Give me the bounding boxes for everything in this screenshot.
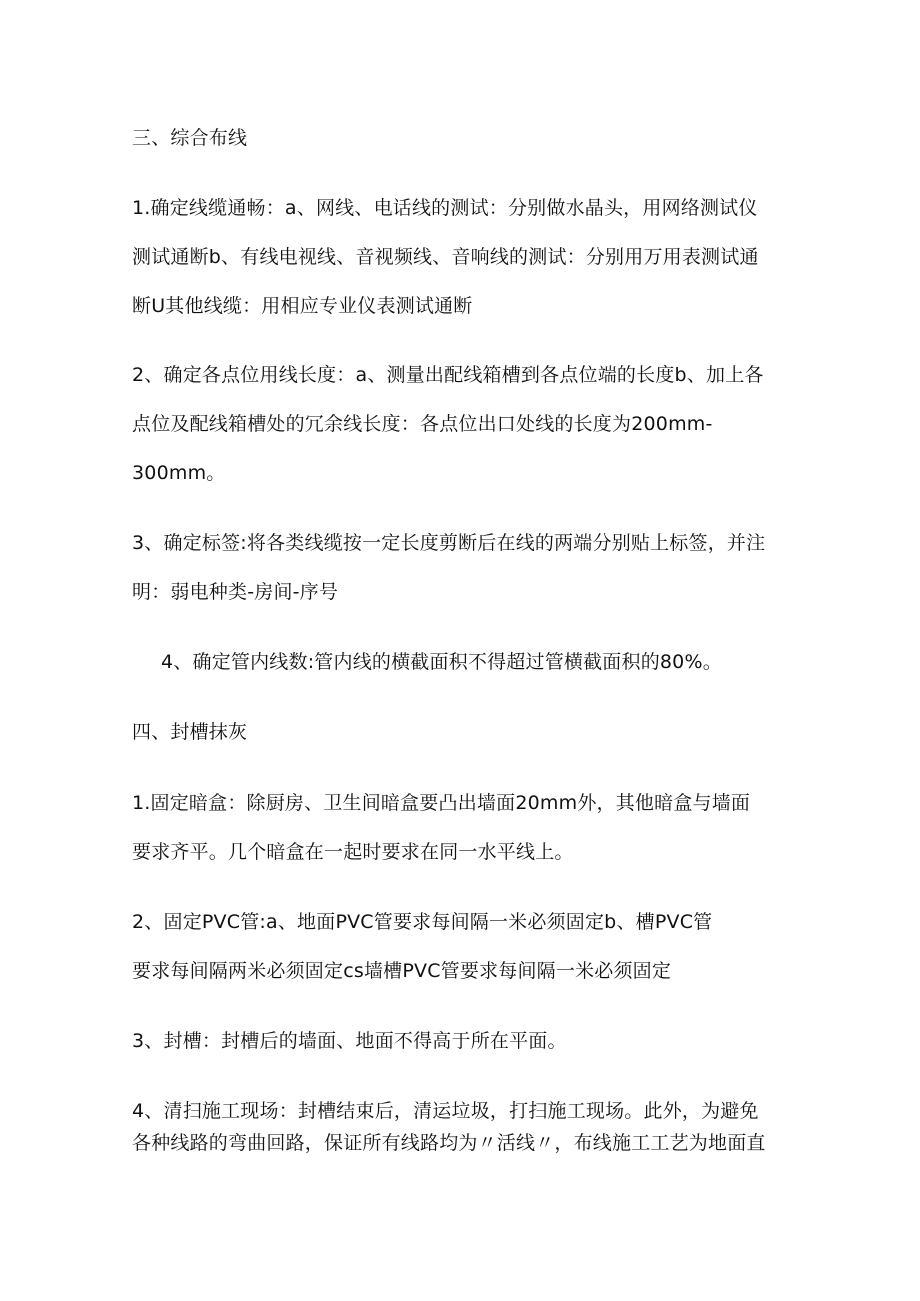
- paragraph-line: 测试通断b、有线电视线、音视频线、音响线的测试：分别用万用表测试通: [132, 246, 759, 268]
- paragraph-line: 300mm。: [132, 462, 226, 484]
- paragraph-line: 点位及配线箱槽处的冗余线长度：各点位出口处线的长度为200mm-: [132, 413, 713, 435]
- paragraph-line: 明：弱电种类-房间-序号: [132, 581, 339, 603]
- paragraph-line: 2、固定PVC管:a、地面PVC管要求每间隔一米必须固定b、槽PVC管: [132, 911, 713, 933]
- paragraph-line: 2、确定各点位用线长度：a、测量出配线箱槽到各点位端的长度b、加上各: [132, 364, 764, 386]
- paragraph-line: 要求每间隔两米必须固定cs墙槽PVC管要求每间隔一米必须固定: [132, 960, 672, 982]
- paragraph-line: 1.确定线缆通畅：a、网线、电话线的测试：分别做水晶头，用网络测试仪: [132, 197, 758, 219]
- section-heading-wiring: 三、综合布线: [132, 127, 248, 149]
- paragraph-line: 3、封槽：封槽后的墙面、地面不得高于所在平面。: [132, 1030, 567, 1052]
- paragraph-line: 3、确定标签:将各类线缆按一定长度剪断后在线的两端分别贴上标签，并注: [132, 532, 766, 554]
- paragraph-line: 4、清扫施工现场：封槽结束后，清运垃圾，打扫施工现场。此外，为避免: [132, 1100, 759, 1122]
- section-heading-plastering: 四、封槽抹灰: [132, 721, 248, 743]
- paragraph-line: 各种线路的弯曲回路，保证所有线路均为〃活线〃，布线施工工艺为地面直: [132, 1132, 766, 1154]
- paragraph-line: 1.固定暗盒：除厨房、卫生间暗盒要凸出墙面20mm外，其他暗盒与墙面: [132, 792, 751, 814]
- paragraph-line: 要求齐平。几个暗盒在一起时要求在同一水平线上。: [132, 841, 574, 863]
- paragraph-line: 断U其他线缆：用相应专业仪表测试通断: [132, 295, 473, 317]
- paragraph-line: 4、确定管内线数:管内线的横截面积不得超过管横截面积的80%。: [161, 651, 722, 673]
